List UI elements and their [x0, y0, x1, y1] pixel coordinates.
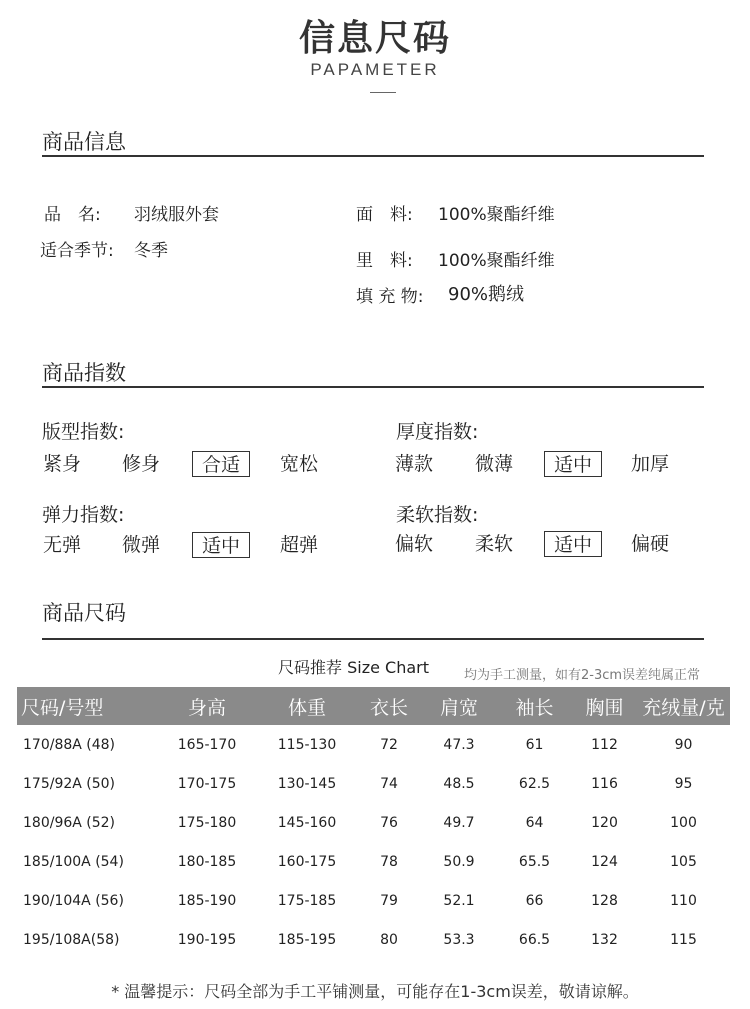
title-divider [370, 92, 396, 93]
table-cell: 145-160 [277, 814, 337, 831]
table-cell: 47.3 [443, 736, 475, 753]
column-header: 袖长 [497, 687, 572, 725]
table-cell: 185/100A (54) [23, 853, 124, 870]
table-cell: 95 [674, 775, 693, 792]
elasticity-option: 超弹 [279, 534, 318, 556]
column-header: 尺码/号型 [17, 687, 157, 725]
table-cell: 170/88A (48) [23, 736, 116, 753]
table-cell: 180/96A (52) [23, 814, 116, 831]
size-chart-caption: 尺码推荐 Size Chart [278, 658, 429, 677]
table-cell: 52.1 [443, 892, 475, 909]
table-cell: 128 [591, 892, 618, 909]
table-row [17, 803, 730, 842]
table-cell: 132 [591, 931, 618, 948]
thickness-index-label: 厚度指数: [396, 421, 479, 443]
elasticity-option-selected: 适中 [192, 532, 250, 558]
table-row [17, 881, 730, 920]
table-cell: 130-145 [277, 775, 337, 792]
table-cell: 185-195 [277, 931, 337, 948]
thickness-option-selected: 适中 [544, 451, 602, 477]
table-cell: 110 [670, 892, 697, 909]
table-cell: 100 [670, 814, 697, 831]
column-header: 体重 [257, 687, 357, 725]
table-cell: 78 [380, 853, 398, 870]
section-divider [42, 638, 704, 640]
thickness-option: 微薄 [474, 453, 513, 475]
column-header: 肩宽 [421, 687, 497, 725]
size-table [17, 687, 730, 959]
thickness-option: 加厚 [630, 453, 669, 475]
table-cell: 175-185 [277, 892, 337, 909]
table-cell: 66 [525, 892, 544, 909]
table-cell: 185-190 [177, 892, 237, 909]
table-cell: 66.5 [518, 931, 551, 948]
table-row [17, 764, 730, 803]
fit-option-selected: 合适 [192, 451, 250, 477]
column-header: 衣长 [357, 687, 421, 725]
filling-value: 90%鹅绒 [448, 284, 525, 305]
table-cell: 165-170 [177, 736, 237, 753]
fit-option: 修身 [121, 453, 160, 475]
fit-option: 紧身 [42, 453, 81, 475]
section-divider [42, 386, 704, 388]
size-chart-note: 均为手工测量，如有2-3cm误差纯属正常 [464, 668, 701, 683]
table-cell: 175/92A (50) [23, 775, 116, 792]
table-cell: 48.5 [443, 775, 475, 792]
table-cell: 160-175 [277, 853, 337, 870]
table-cell: 180-185 [177, 853, 237, 870]
table-cell: 50.9 [443, 853, 475, 870]
column-header: 胸围 [572, 687, 637, 725]
elasticity-option: 无弹 [42, 534, 81, 556]
lining-value: 100%聚酯纤维 [438, 251, 555, 271]
table-cell: 72 [380, 736, 398, 753]
lining-label: 里 料: [356, 251, 413, 271]
table-row [17, 920, 730, 959]
season-value: 冬季 [134, 241, 168, 261]
table-cell: 115 [670, 931, 697, 948]
table-cell: 116 [591, 775, 618, 792]
thickness-option: 薄款 [394, 453, 433, 475]
table-cell: 61 [525, 736, 544, 753]
table-cell: 76 [380, 814, 398, 831]
softness-option-selected: 适中 [544, 531, 602, 557]
table-cell: 62.5 [518, 775, 551, 792]
section-divider [42, 155, 704, 157]
table-cell: 49.7 [443, 814, 475, 831]
softness-option: 偏硬 [630, 533, 669, 555]
elasticity-option: 微弹 [121, 534, 160, 556]
section-heading-product-index: 商品指数 [42, 361, 126, 385]
table-cell: 190-195 [177, 931, 237, 948]
page-title: 信息尺码 [298, 18, 451, 59]
table-cell: 105 [670, 853, 697, 870]
column-header: 身高 [157, 687, 257, 725]
table-cell: 120 [591, 814, 618, 831]
fit-option: 宽松 [279, 453, 318, 475]
table-cell: 190/104A (56) [23, 892, 124, 909]
table-row [17, 725, 730, 764]
table-cell: 79 [380, 892, 398, 909]
table-cell: 170-175 [177, 775, 237, 792]
footnote: * 温馨提示：尺码全部为手工平铺测量，可能存在1-3cm误差，敬请谅解。 [111, 982, 639, 1001]
table-row [17, 842, 730, 881]
table-cell: 112 [591, 736, 618, 753]
table-header-row [17, 687, 730, 725]
product-name-value: 羽绒服外套 [134, 205, 219, 225]
fit-index-label: 版型指数: [42, 421, 125, 443]
table-cell: 65.5 [518, 853, 551, 870]
table-cell: 53.3 [443, 931, 475, 948]
softness-option: 偏软 [394, 533, 433, 555]
softness-option: 柔软 [474, 533, 513, 555]
section-heading-size-chart: 商品尺码 [42, 601, 126, 625]
table-cell: 195/108A(58) [23, 931, 120, 948]
page-subtitle: PAPAMETER [310, 60, 440, 79]
table-cell: 124 [591, 853, 618, 870]
table-cell: 175-180 [177, 814, 237, 831]
season-label: 适合季节: [40, 241, 114, 261]
table-cell: 90 [674, 736, 693, 753]
table-cell: 74 [380, 775, 398, 792]
product-name-label: 品 名: [44, 205, 101, 225]
fabric-label: 面 料: [356, 205, 413, 225]
filling-label: 填 充 物: [356, 287, 424, 307]
table-cell: 64 [525, 814, 544, 831]
section-heading-product-info: 商品信息 [42, 130, 126, 154]
softness-index-label: 柔软指数: [396, 504, 479, 526]
column-header: 充绒量/克 [637, 687, 730, 725]
elasticity-index-label: 弹力指数: [42, 504, 125, 526]
table-cell: 80 [380, 931, 398, 948]
fabric-value: 100%聚酯纤维 [438, 205, 555, 225]
table-cell: 115-130 [277, 736, 337, 753]
